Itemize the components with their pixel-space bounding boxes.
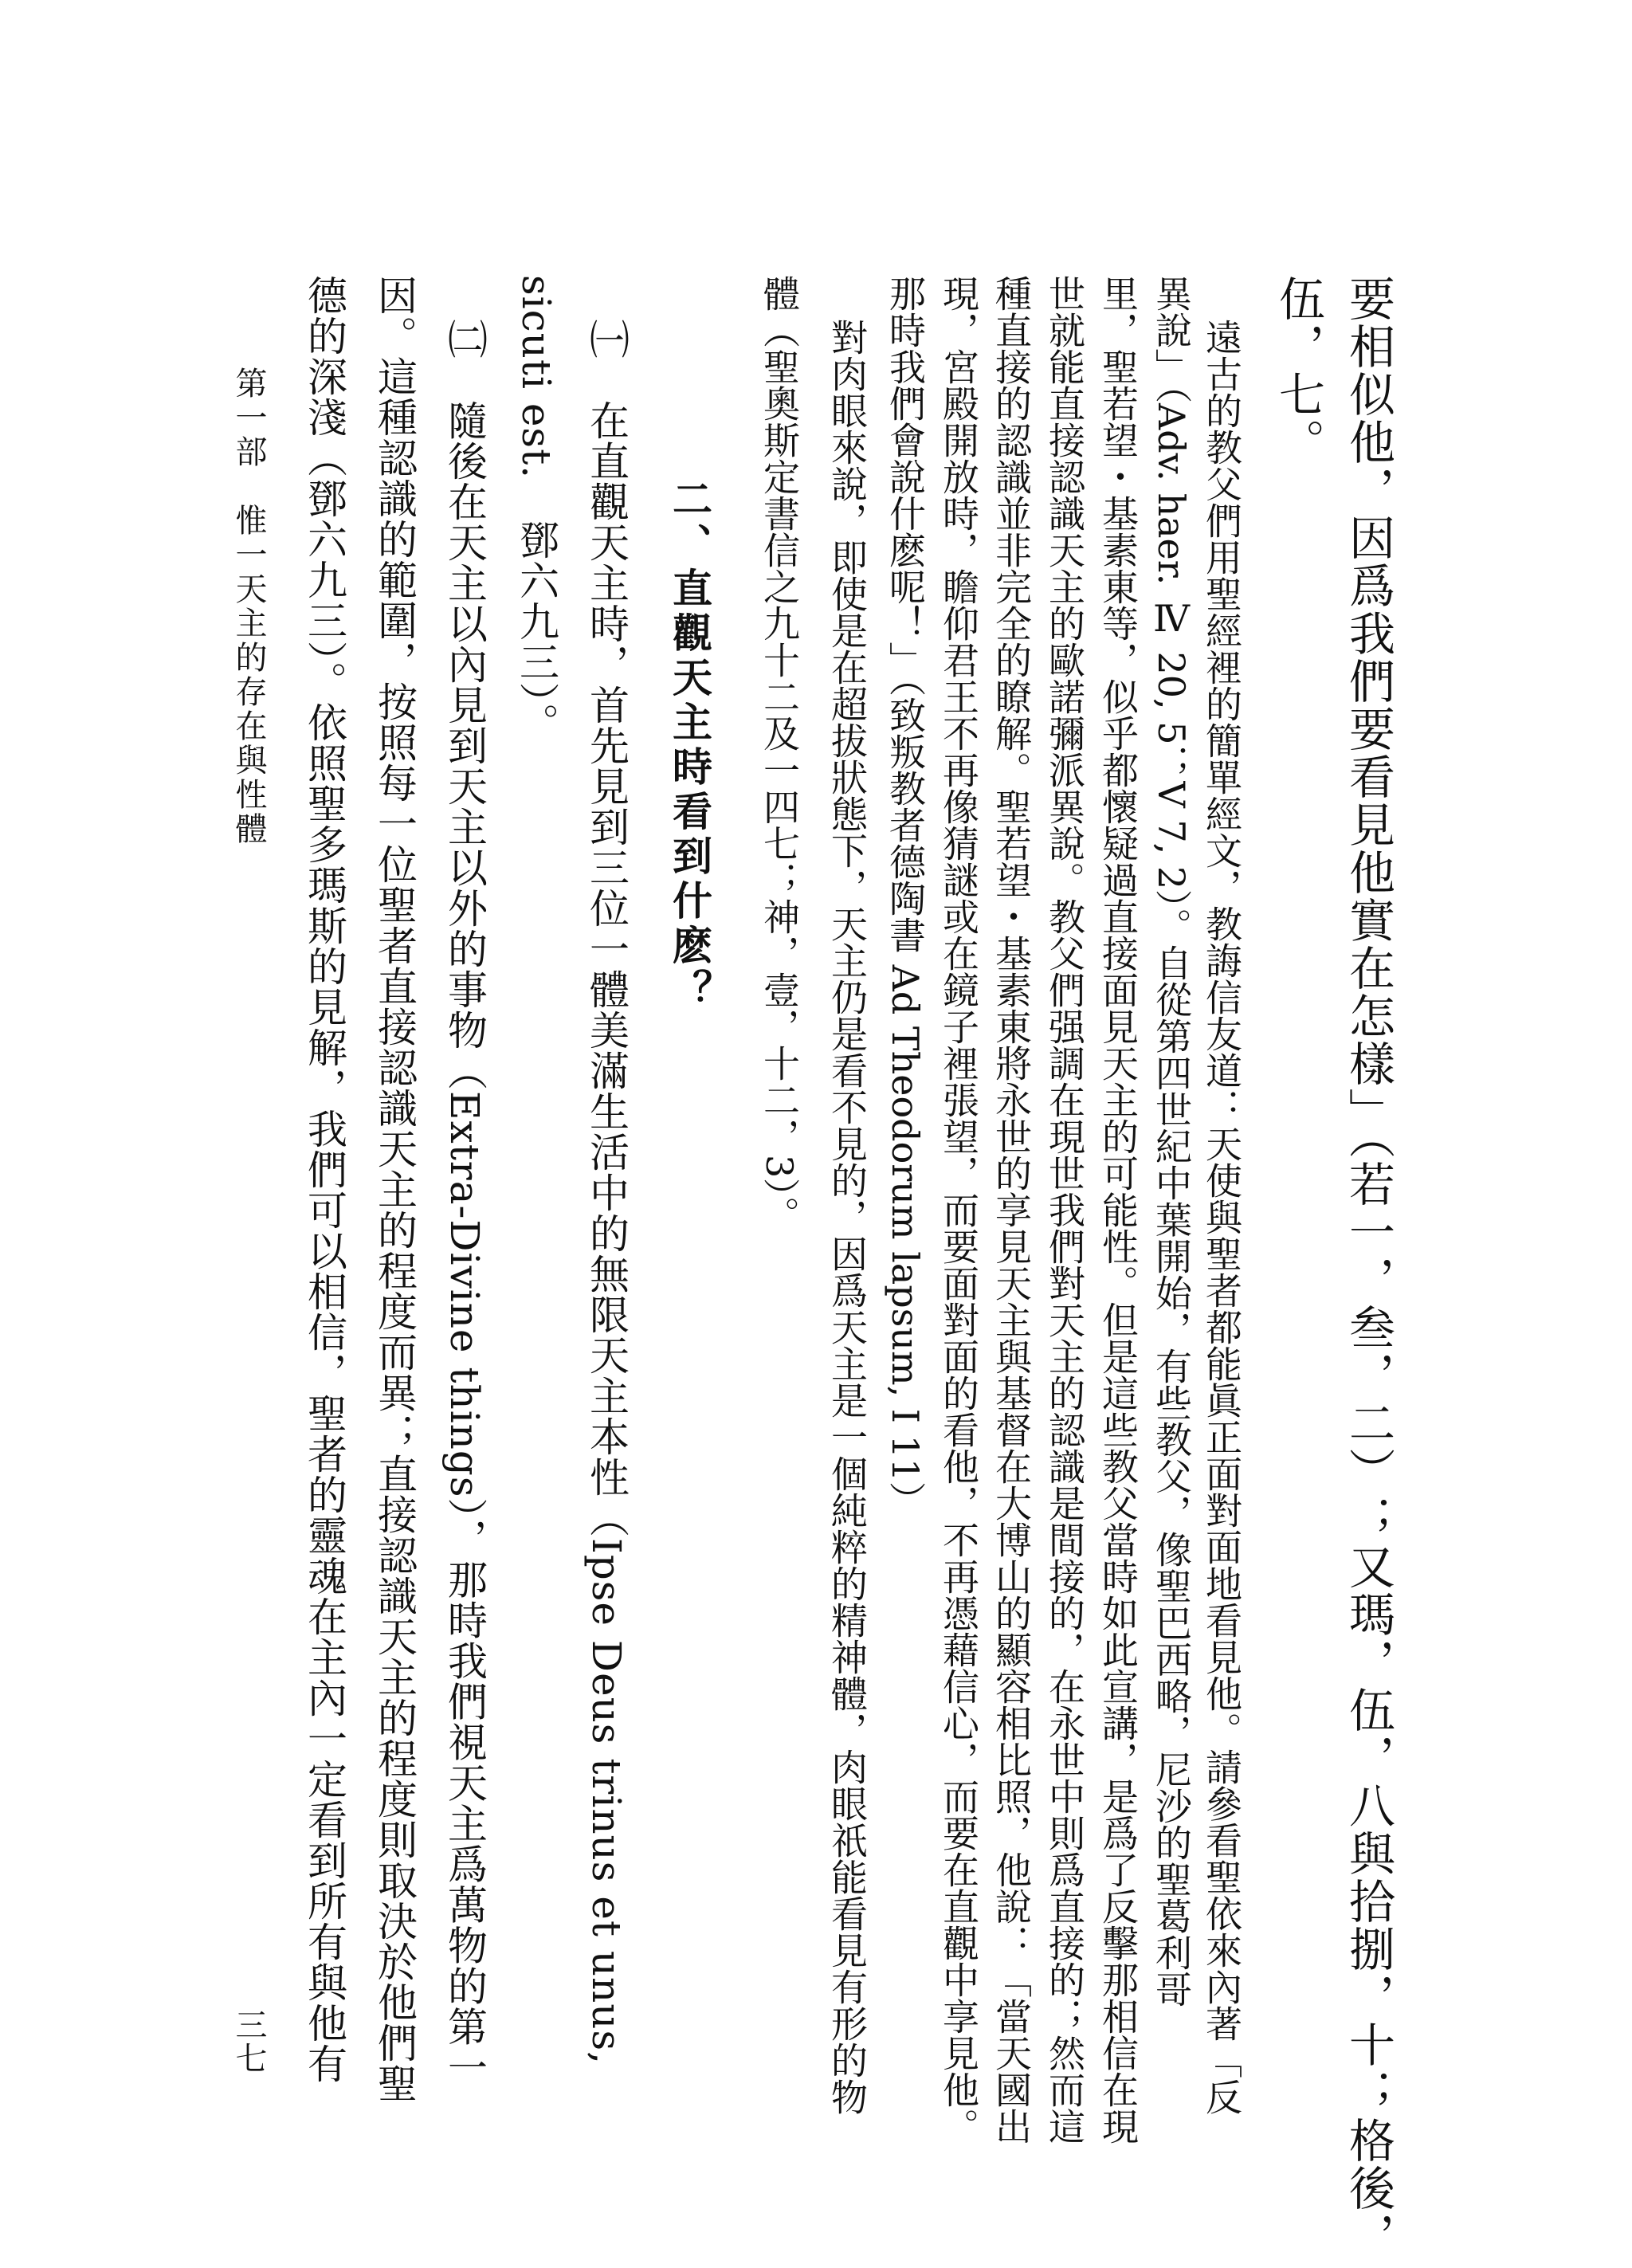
text-column-9: 那時我們會說什麽呢！」（致叛教者德陶書 Ad Theodorum lapsum, I 11） [884,275,927,1519]
text-column-7: 種直接的認識並非完全的瞭解。聖若望・基素東將永世的享見天主與基督在大博山的顯容相比照，他說：「當天國出 [990,275,1033,2144]
item-2-column-1: ㈡ 隨後在天主以內見到天主以外的事物（Extra-Divine things），那時我們視天主爲萬物的第一 [441,319,488,2088]
item-2-column-3: 德的深淺（鄧六九三）。依照聖多瑪斯的見解，我們可以相信，聖者的靈魂在主內一定看到所有與他有 [301,275,347,2084]
section-heading: 二、直觀天主時看到什麽？ [666,478,713,1014]
text-column-11: 體（聖奧斯定書信之九十二及一四七；神，壹，十二，3）。 [758,275,801,1234]
item-1-column-1: ㈠ 在直觀天主時，首先見到三位一體美滿生活中的無限天主本性（Ipse Deus trinus et unus, [583,319,630,2066]
item-2-column-2: 因。這種認識的範圍，按照每一位聖者直接認識天主的程度而異；直接認識天主的程度則取決於他們聖 [371,275,418,2104]
running-head: 第一部 惟一天主的存在與性體 [230,367,267,846]
text-column-2: 伍，七。 [1271,275,1325,466]
page-number: 三七 [230,2008,267,2075]
text-column-6: 世就能直接認識天主的歐諾彌派異說。教父們强調在現世我們對天主的認識是間接的，在永世中則爲直接的；然而這 [1043,275,1086,2144]
text-column-10: 對肉眼來說，即使是在超拔狀態下，天主仍是看不見的，因爲天主是一個純粹的精神體，肉眼祇能看見有形的物 [826,319,869,2115]
text-column-5: 里，聖若望・基素東等，似乎都懷疑過直接面見天主的可能性。但是這些教父當時如此宣講，是爲了反擊那相信在現 [1096,275,1140,2144]
text-column-1: 要相似他，因爲我們要看見他實在怎樣」（若一，叁，二）；又瑪，伍，八與拾捌，十；格後， [1341,275,1395,2260]
text-column-8: 現，宮殿開放時，瞻仰君王不再像猜謎或在鏡子裡張望，而要面對面的看他，不再憑藉信心，而要在直觀中享見他。 [937,275,980,2144]
text-column-3: 遠古的教父們用聖經裡的簡單經文，教誨信友道：天使與聖者都能眞正面對面地看見他。請參看聖依來內著「反 [1200,319,1243,2115]
text-column-4: 異說」（Adv. haer. Ⅳ 20, 5；V 7, 2）。自從第四世紀中葉開始，有些教父，像聖巴西略，尼沙的聖葛利哥 [1150,275,1193,2008]
item-1-column-2: sicuti est. 鄧六九三）。 [513,275,559,744]
